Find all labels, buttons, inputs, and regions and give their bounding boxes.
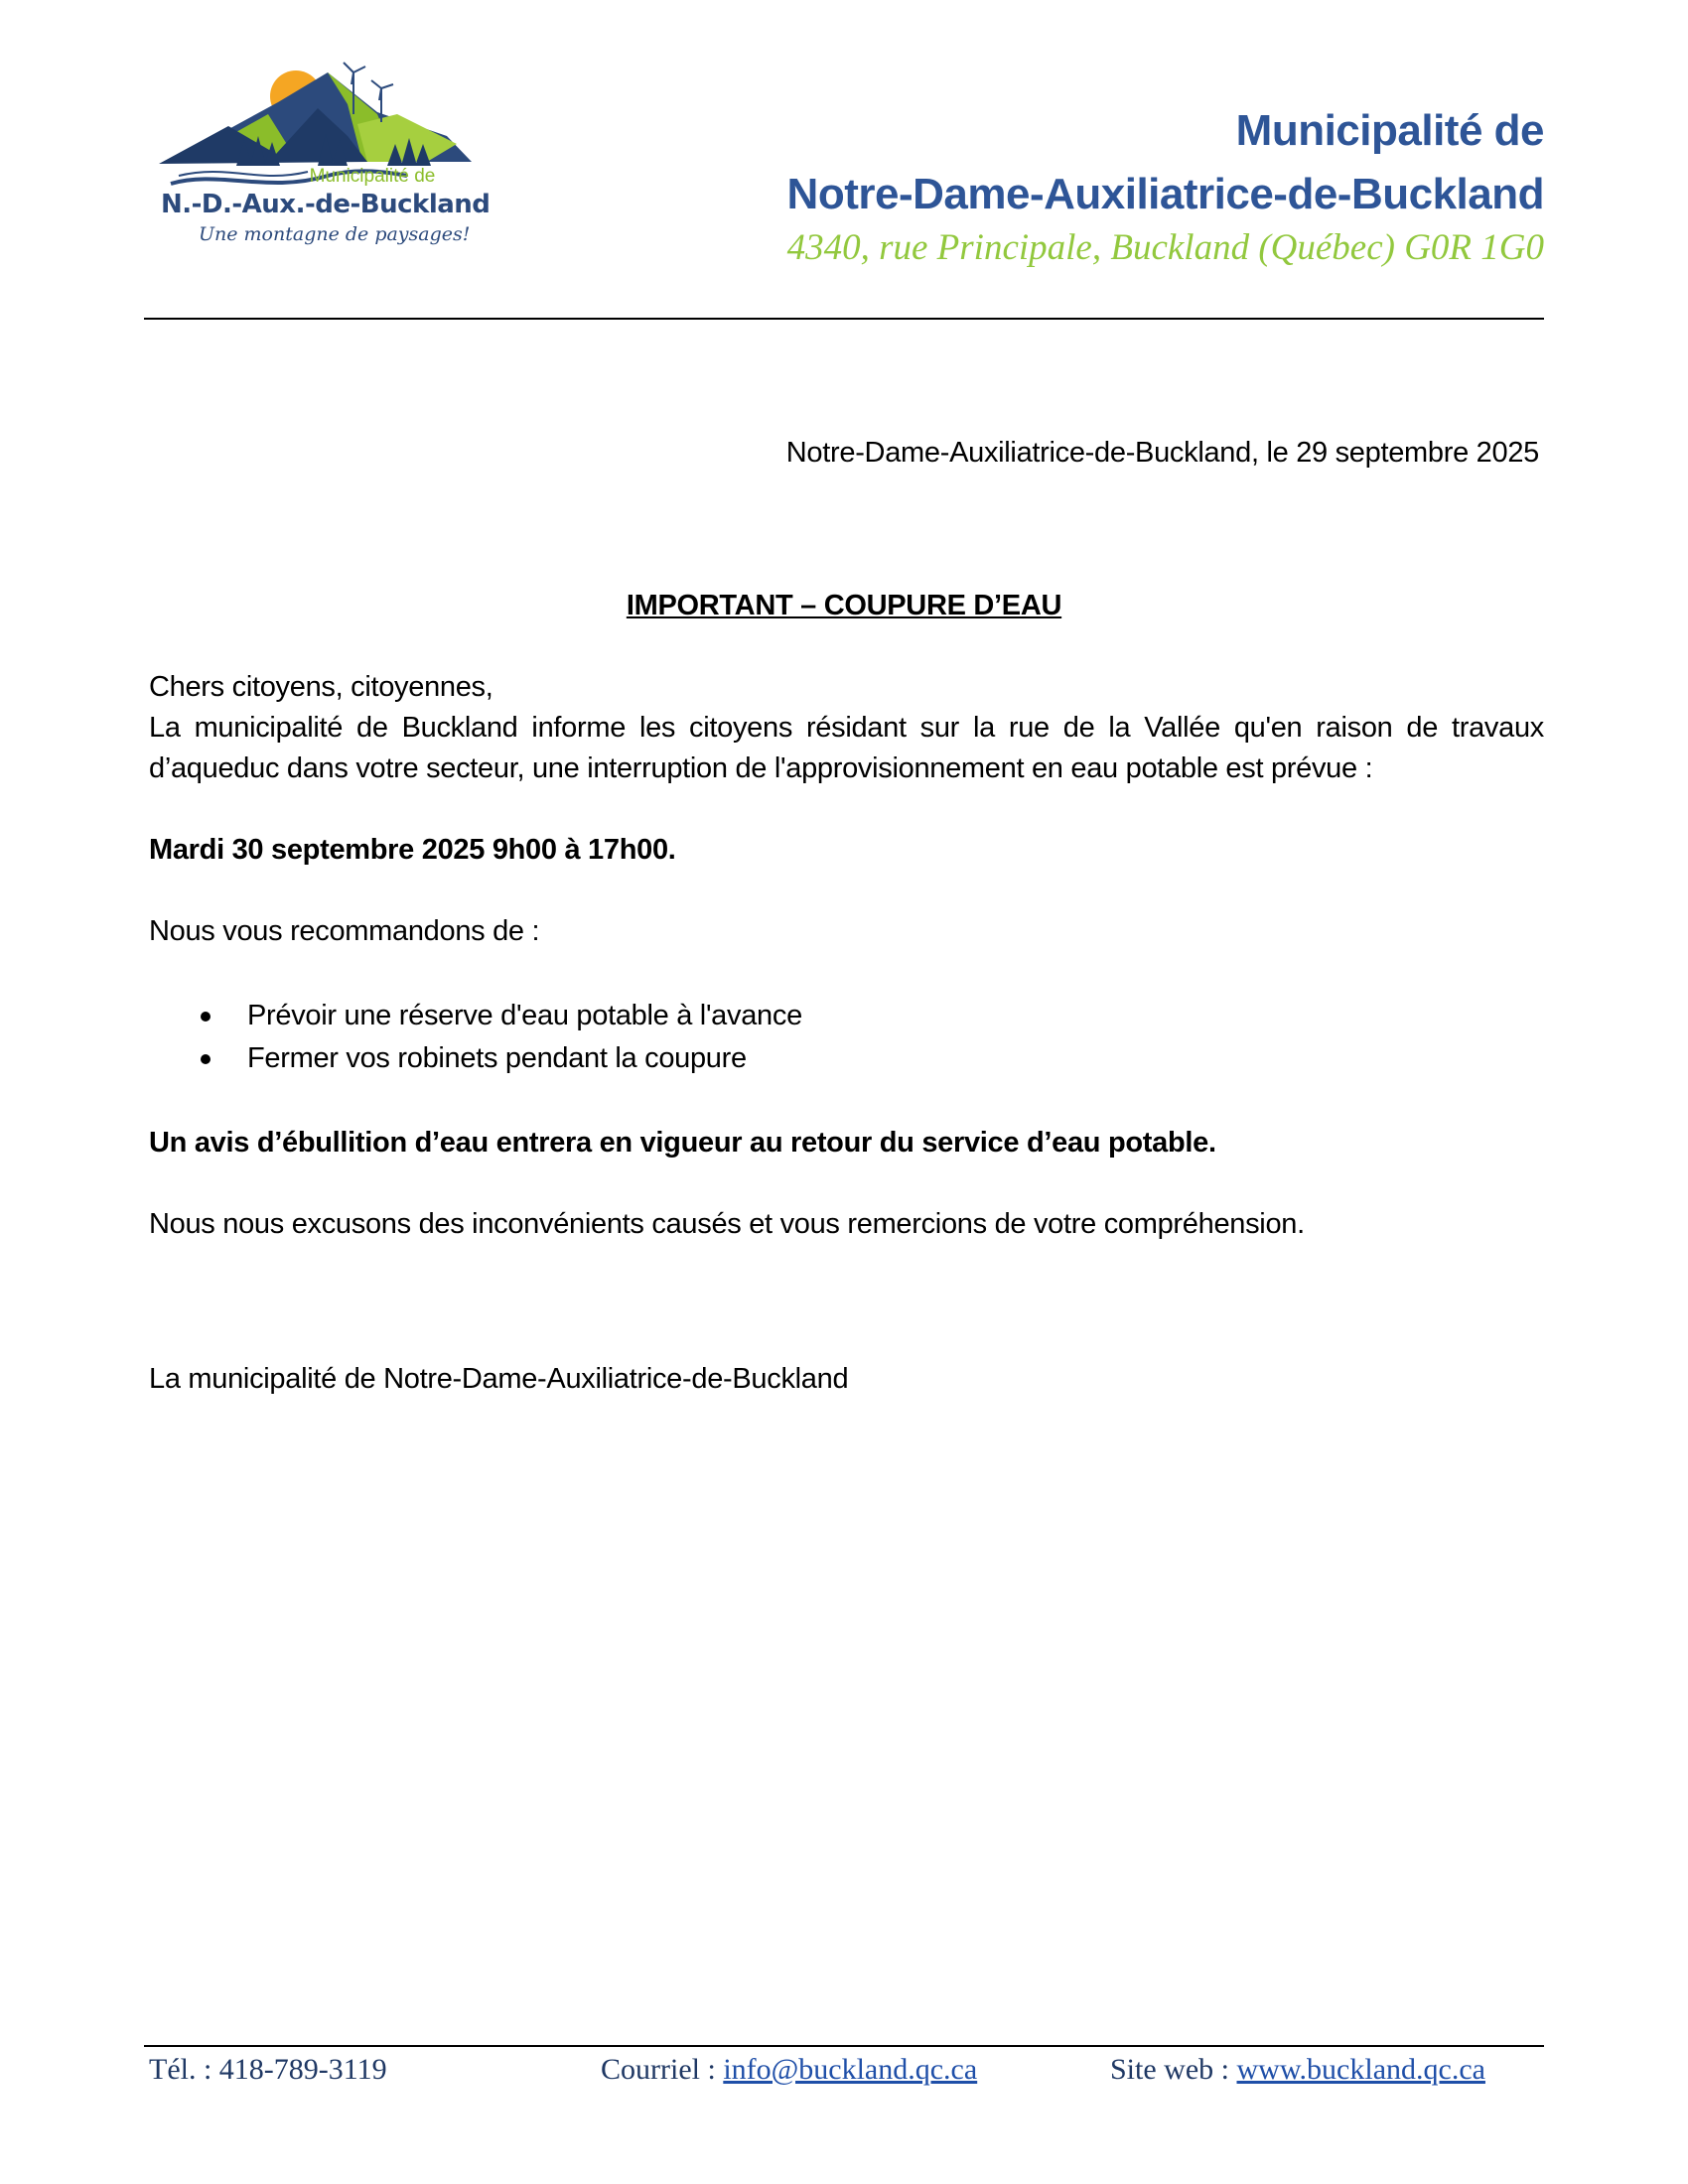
notice-title: IMPORTANT – COUPURE D’EAU xyxy=(626,590,1062,621)
email-link[interactable]: info@buckland.qc.ca xyxy=(723,2053,978,2086)
list-item-text: Fermer vos robinets pendant la coupure xyxy=(247,1042,747,1074)
salutation: Chers citoyens, citoyennes, xyxy=(149,671,493,703)
signature: La municipalité de Notre-Dame-Auxiliatrice-de-Buckland xyxy=(149,1363,849,1395)
boil-water-notice: Un avis d’ébullition d’eau entrera en vigueur au retour du service d’eau potable. xyxy=(149,1127,1216,1159)
interruption-datetime: Mardi 30 septembre 2025 9h00 à 17h00. xyxy=(149,834,676,866)
list-item xyxy=(149,1038,802,1081)
list-item-text: Prévoir une réserve d'eau potable à l'avance xyxy=(247,1000,802,1031)
date-line: Notre-Dame-Auxiliatrice-de-Buckland, le 29 septembre 2025 xyxy=(785,437,1539,469)
intro-paragraph: La municipalité de Buckland informe les citoyens résidant sur la rue de la Vallée qu'en raison de travaux d’aqueduc dans votre secteur, une interruption de l'approvisionnement en eau potable est prévue : xyxy=(149,712,1544,784)
municipality-title-line1: Municipalité de xyxy=(1235,106,1544,155)
municipality-title xyxy=(787,99,1544,226)
logo-slogan: Une montagne de paysages! xyxy=(199,223,471,245)
list-item xyxy=(149,996,802,1038)
footer-phone: Tél. : 418-789-3119 xyxy=(149,2053,387,2086)
bullet-icon xyxy=(201,1054,211,1064)
municipality-logo xyxy=(159,45,491,258)
footer-email xyxy=(601,2053,977,2087)
municipality-title-line2: Notre-Dame-Auxiliatrice-de-Buckland xyxy=(786,170,1544,218)
logo-small-text: Municipalité de xyxy=(309,166,436,187)
website-link[interactable]: www.buckland.qc.ca xyxy=(1236,2053,1485,2086)
recommendations-list xyxy=(149,996,802,1081)
logo-name: N.-D.-Aux.-de-Buckland xyxy=(161,190,491,219)
municipality-address: 4340, rue Principale, Buckland (Québec) G0R 1G0 xyxy=(786,227,1544,268)
apology-paragraph: Nous nous excusons des inconvénients causés et vous remercions de votre compréhension. xyxy=(149,1208,1305,1240)
footer-email-label: Courriel : xyxy=(601,2053,724,2086)
header-divider xyxy=(144,318,1544,320)
footer-website xyxy=(1110,2053,1485,2087)
bullet-icon xyxy=(201,1012,211,1022)
footer-web-label: Site web : xyxy=(1110,2053,1237,2086)
recommendations-intro: Nous vous recommandons de : xyxy=(149,915,540,947)
footer-divider xyxy=(144,2045,1544,2047)
